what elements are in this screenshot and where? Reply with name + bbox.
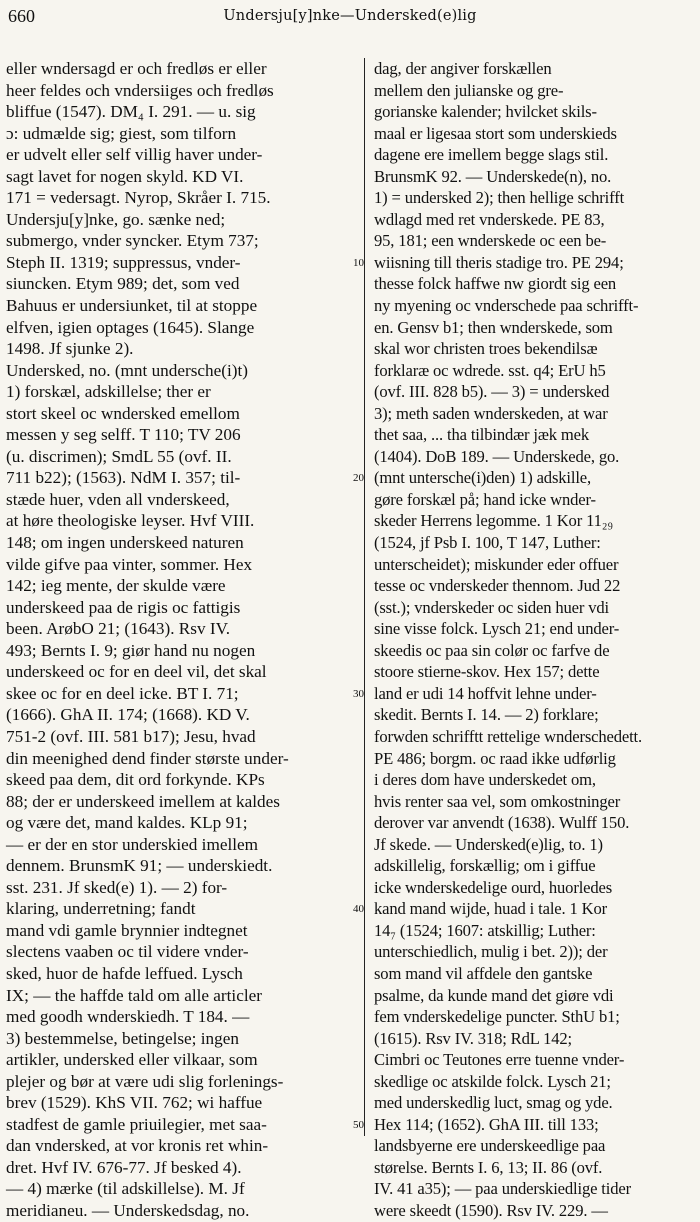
text-line: stadfest de gamle priuilegier, met saa- [6,1114,267,1134]
text-line: (1615). Rsv IV. 318; RdL 142; [374,1028,573,1048]
text-line: sked, huor de hafde leffued. Lysch [6,963,243,983]
text-line: were skeedt (1590). Rsv IV. 229. — [374,1200,608,1220]
left-column [6,58,340,1220]
text-line: — er der en stor underskied imellem [6,834,259,854]
text-line: elfven, igien optages (1645). Slange [6,317,255,337]
text-line: tesse oc vnderskeder thennom. Jud 22 [374,576,621,596]
text-line: brev (1529). KhS VII. 762; wi haffue [6,1093,263,1113]
text-line: submergo, vnder syncker. Etym 737; [6,231,259,251]
line-number-mark: 20 [353,472,364,485]
text-line: med goodh wnderskiedh. T 184. — [6,1007,250,1027]
text-line: sine visse folck. Lysch 21; end under- [374,619,620,639]
text-line: siuncken. Etym 989; det, som ved [6,274,240,294]
text-line: Steph II. 1319; suppressus, vnder- [6,252,241,272]
text-line: — 4) mærke (til adskillelse). M. Jf [6,1179,245,1199]
text-line: (mnt untersche(i)den) 1) adskille, [374,468,591,488]
text-line: sst. 231. Jf sked(e) 1). — 2) for- [6,877,228,897]
text-line: som mand vil affdele den gantske [374,963,593,983]
text-line: bliffue (1547). DM₄ I. 291. — u. sig [6,102,256,122]
text-line: 142; ieg mente, der skulde være [6,576,226,596]
line-number-margin [344,58,364,1138]
text-line: forklaræ oc wdrede. sst. q4; ErU h5 [374,360,606,380]
text-line: 3); meth saden wnderskeden, at war [374,403,608,423]
text-line: dret. Hvf IV. 676-77. Jf besked 4). [6,1157,242,1177]
text-line: 88; der er underskeed imellem at kaldes [6,791,280,811]
text-line: unterschiedlich, mulig i bet. 2)); der [374,942,608,962]
text-line: BrunsmK 92. — Underskede(n), no. [374,166,612,186]
text-line: skee oc for en deel icke. BT I. 71; [6,683,239,703]
text-line: underskeed paa de rigis oc fattigis [6,597,241,617]
text-line: IX; — the haffde tald om alle articler [6,985,262,1005]
text-line: icke wnderskedelige ourd, huorledes [374,877,613,897]
text-line: thesse folck haffwe nw giordt sig een [374,274,617,294]
text-line: (ovf. III. 828 b5). — 3) = undersked [374,382,610,402]
text-line: IV. 41 a35); — paa underskiedlige tider [374,1179,631,1199]
text-line: 14₇ (1524; 1607: atskillig; Luther: [374,920,596,940]
text-line: psalme, da kunde mand det giøre vdi [374,985,614,1005]
running-title: Undersju[y]nke—Undersked(e)lig [223,8,477,24]
text-line: Hex 114; (1652). GhA III. till 133; [374,1114,599,1134]
text-line: wdlagd med ret vnderskede. PE 83, [374,209,605,229]
text-line: med underskedlig luct, smag og ydе. [374,1093,613,1113]
text-line: 95, 181; een wnderskede oc een be- [374,231,607,251]
text-line: wiisning till theris stadige tro. PE 294; [374,252,624,272]
text-line: stort skeel oc wndersked emellom [6,403,240,423]
line-number-mark: 40 [353,903,364,916]
text-line: 1) forskæl, adskillelse; ther er [6,382,211,402]
text-line: adskillelig, forskællig; om i giffue [374,856,596,876]
text-line: forwden schrifftt rettelige wnderschedett. [374,726,643,746]
text-line: 148; om ingen underskeed naturen [6,533,244,553]
text-line: meridianeu. — Underskedsdag, no. [6,1200,250,1220]
text-line: 751-2 (ovf. III. 581 b17); Jesu, hvad [6,726,256,746]
text-line: derover var anvendt (1638). Wulff 150. [374,813,630,833]
text-line: ɔ: udmælde sig; giest, som tilforn [6,123,237,143]
text-line: thet saa, ... tha tilbindær jæk mek [374,425,590,445]
right-column [374,58,700,1220]
text-line: eller wndersagd er och fredløs er eller [6,59,267,78]
text-line: landsbyerne ere underskeedlige paa [374,1136,606,1156]
text-line: vilde gifve paa vinter, sommer. Hex [6,554,253,574]
text-line: skedit. Bernts I. 14. — 2) forklare; [374,705,599,725]
text-line: kand mand wijde, huad i tale. 1 Kor [374,899,607,919]
text-line: 1498. Jf sjunke 2). [6,339,134,359]
text-line: dennem. BrunsmK 91; — underskiedt. [6,856,273,876]
text-line: Undersked, no. (mnt underschе(i)t) [6,360,248,380]
text-line: 711 b22); (1563). NdM I. 357; til- [6,468,241,488]
text-line: (sst.); vnderskeder oc siden huer vdi [374,597,609,617]
text-line: sagt lavet for nogen skyld. KD VI. [6,166,244,186]
text-line: land er udi 14 hoffvit lehne under- [374,683,597,703]
text-line: at høre theologiske leyser. Hvf VIII. [6,511,255,531]
column-divider [364,58,365,1136]
text-line: been. ArøbO 21; (1643). Rsv IV. [6,619,231,639]
text-line: klaring, underretning; fandt [6,899,196,919]
page-number: 660 [8,6,35,26]
text-line: PE 486; borgm. oc raad ikke udførlig [374,748,616,768]
text-line: hvis renter saa vel, som omkostninger [374,791,621,811]
text-line: dan vndersked, at vor kronis ret whin- [6,1136,269,1156]
text-line: i deres dom have underskedet om, [374,770,596,790]
text-line: 493; Bernts I. 9; giør hand nu nogen [6,640,256,660]
text-line: dagene ere imellem begge slags stil. [374,145,609,165]
text-line: skeder Herrens legomme. 1 Kor 11₂₉ [374,511,614,531]
text-line: (u. discrimen); SmdL 55 (ovf. II. [6,446,232,466]
text-line: 3) bestemmelse, betingelse; ingen [6,1028,239,1048]
text-line: fem vnderskedelige puncter. SthU b1; [374,1007,620,1027]
text-line: dag, der angiver forskællen [374,59,552,78]
text-line: maal er ligesaa stort som underskieds [374,123,617,143]
text-line: stoore stierne-skov. Hex 157; dette [374,662,600,682]
page-header [0,0,700,40]
line-number-mark: 30 [353,687,364,700]
text-line: slectens vaaben oc til videre vnder- [6,942,249,962]
text-line: skeed paa dem, dit ord forkynde. KPs [6,770,265,790]
text-line: og være det, mand kaldes. KLp 91; [6,813,248,833]
line-number-mark: 10 [353,256,364,269]
text-line: din meenighed dend finder største under- [6,748,289,768]
text-line: mand vdi gamle brynnier indtegnet [6,920,248,940]
line-number-mark: 50 [353,1118,364,1131]
text-line: Bahuus er undersiunket, til at stoppe [6,296,258,316]
text-line: Cimbri oc Teutones erre tuenne vnder- [374,1050,625,1070]
text-line: heer feldes och vndersiiges och fredløs [6,80,274,100]
text-line: mellem den julianske og gre- [374,80,564,100]
text-line: 171 = vedersagt. Nyrop, Skråer I. 715. [6,188,271,208]
text-line: 1) = undersked 2); then hellige schrifft [374,188,625,208]
text-line: er udvelt eller self villig haver under- [6,145,263,165]
text-line: (1666). GhA II. 174; (1668). KD V. [6,705,250,725]
text-line: unterscheidet); miskunder eder offuer [374,554,619,574]
text-line: gorianske kalender; hvilcket skils- [374,102,597,122]
text-line: Undersju[y]nke, go. sænke ned; [6,209,226,229]
text-line: skeedis oc paa sin colør oc farfve de [374,640,610,660]
text-line: Jf skede. — Undersked(e)lig, to. 1) [374,834,603,854]
text-line: stæde huer, vden all vnderskeed, [6,489,230,509]
text-line: skedlige oc atskilde folck. Lysch 21; [374,1071,611,1091]
text-line: gøre forskæl på; hand icke wnder- [374,489,596,509]
text-line: underskeed oc for en deel vil, det skal [6,662,267,682]
text-line: ny myening oc vnderschede paa schrifft- [374,296,639,316]
text-line: artikler, undersked eller vilkaar, som [6,1050,258,1070]
text-line: (1524, jf Psb I. 100, T 147, Luther: [374,533,601,553]
text-line: messen y seg selff. T 110; TV 206 [6,425,241,445]
text-line: størelse. Bernts I. 6, 13; II. 86 (ovf. [374,1157,603,1177]
text-line: skal wor christen troes bekendilsæ [374,339,598,359]
text-line: (1404). DoB 189. — Underskede, go. [374,446,620,466]
text-line: en. Gensv b1; then wnderskede, som [374,317,613,337]
text-line: plejer og bør at være udi slig forlenings- [6,1071,284,1091]
